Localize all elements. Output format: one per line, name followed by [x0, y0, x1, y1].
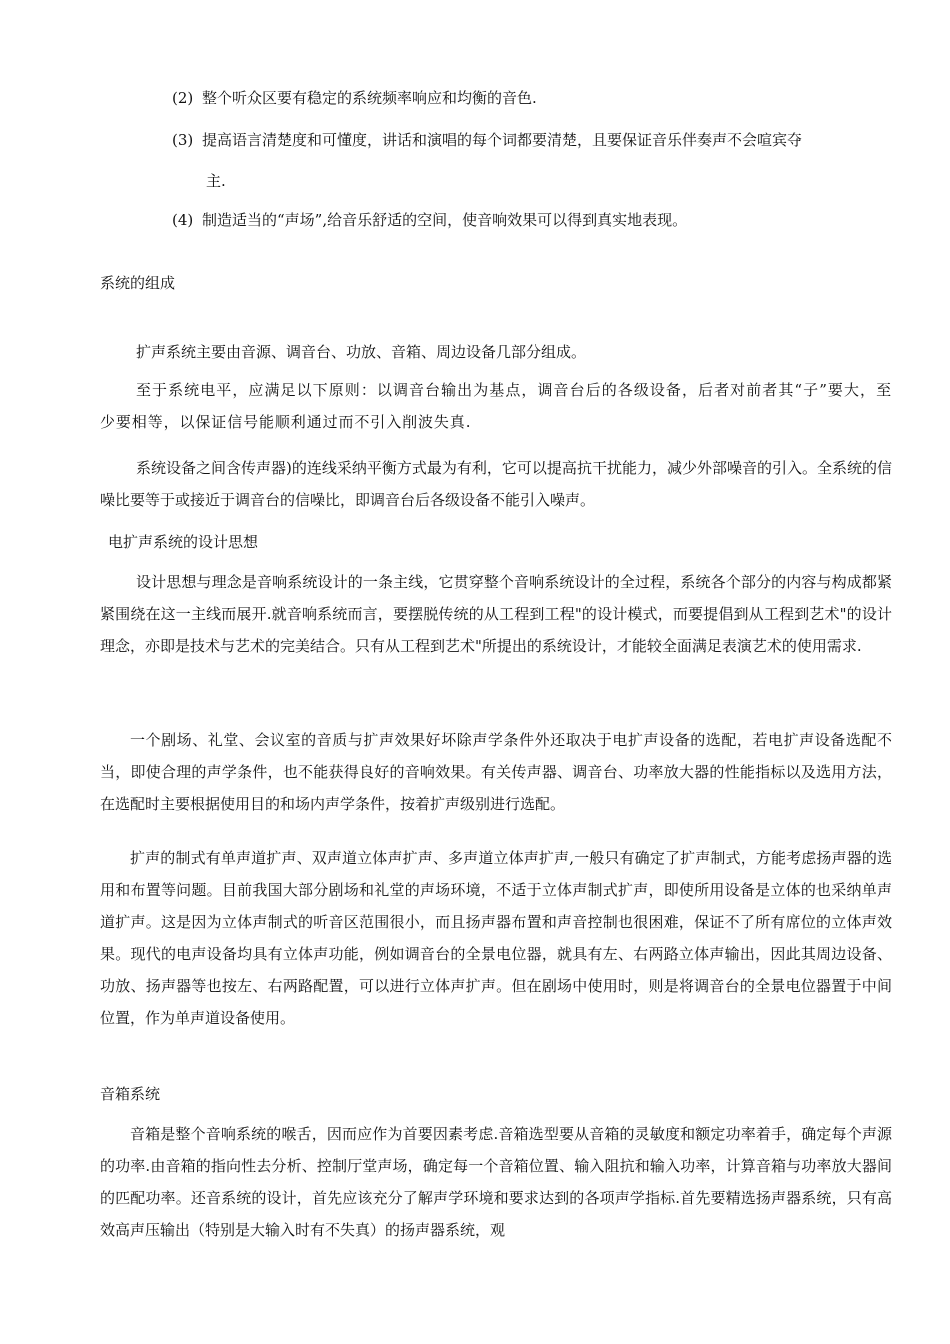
list-item-text: 提高语言清楚度和可懂度，讲话和演唱的每个词都要清楚，且要保证音乐伴奏声不会喧宾夺	[202, 131, 803, 149]
paragraph: 至于系统电平，应满足以下原则：以调音台输出为基点，调音台后的各级设备，后者对前者其“子”要大，至少要相等，以保证信号能顺利通过而不引入削波失真.	[100, 381, 892, 431]
list-item-text: 整个听众区要有稳定的系统频率响应和均衡的音色.	[202, 89, 537, 107]
paragraph: 扩声的制式有单声道扩声、双声道立体声扩声、多声道立体声扩声,一般只有确定了扩声制式，方能考虑扬声器的选用和布置等问题。目前我国大部分剧场和礼堂的声场环境，不适于立体声制式扩声，即使所用设备是立体的也采纳单声道扩声。这是因为立体声制式的听音区范围很小，而且扬声器布置和声音控制也很困难，保证不了所有席位的立体声效果。现代的电声设备均具有立体声功能，例如调音台的全景电位器，就具有左、右两路立体声输出，因此其周边设备、功放、扬声器等也按左、右两路配置，可以进行立体声扩声。但在剧场中使用时，则是将调音台的全景电位器置于中间位置，作为单声道设备使用。	[100, 849, 892, 1027]
list-item-continuation	[206, 171, 226, 191]
list-item-number: (2)	[172, 89, 194, 107]
section-heading: 系统的组成	[100, 274, 176, 292]
section-heading: 电扩声系统的设计思想	[108, 533, 259, 551]
list-item-number: (3)	[172, 131, 194, 149]
paragraph: 扩声系统主要由音源、调音台、功放、音箱、周边设备几部分组成。	[136, 343, 587, 361]
paragraph: 设计思想与理念是音响系统设计的一条主线，它贯穿整个音响系统设计的全过程，系统各个部分的内容与构成都紧紧围绕在这一主线而展开.就音响系统而言，要摆脱传统的从工程到工程"的设计模式，而要提倡到从工程到艺术"的设计理念，亦即是技术与艺术的完美结合。只有从工程到艺术"所提出的系统设计，才能较全面满足表演艺术的使用需求.	[100, 573, 892, 655]
paragraph: 一个剧场、礼堂、会议室的音质与扩声效果好坏除声学条件外还取决于电扩声设备的选配，若电扩声设备选配不当，即使合理的声学条件，也不能获得良好的音响效果。有关传声器、调音台、功率放大器的性能指标以及选用方法，在选配时主要根据使用目的和场内声学条件，按着扩声级别进行选配。	[100, 731, 892, 813]
list-item	[172, 210, 687, 230]
paragraph: 音箱是整个音响系统的喉舌，因而应作为首要因素考虑.音箱选型要从音箱的灵敏度和额定功率着手，确定每个声源的功率.由音箱的指向性去分析、控制厅堂声场，确定每一个音箱位置、输入阻抗和输入功率，计算音箱与功率放大器间的匹配功率。还音系统的设计，首先应该充分了解声学环境和要求达到的各项声学指标.首先要精选扬声器系统，只有高效高声压输出（特别是大输入时有不失真）的扬声器系统，观	[100, 1125, 892, 1239]
list-item-text: 主.	[206, 172, 226, 190]
list-item	[172, 88, 537, 108]
list-item-number: (4)	[172, 211, 194, 229]
list-item-text: 制造适当的“声场”,给音乐舒适的空间，使音响效果可以得到真实地表现。	[202, 211, 688, 229]
list-item	[172, 130, 802, 150]
paragraph: 系统设备之间含传声器)的连线采纳平衡方式最为有利，它可以提高抗干扰能力，减少外部噪音的引入。全系统的信噪比要等于或接近于调音台的信噪比，即调音台后各级设备不能引入噪声。	[100, 459, 892, 509]
section-heading: 音箱系统	[100, 1085, 161, 1103]
